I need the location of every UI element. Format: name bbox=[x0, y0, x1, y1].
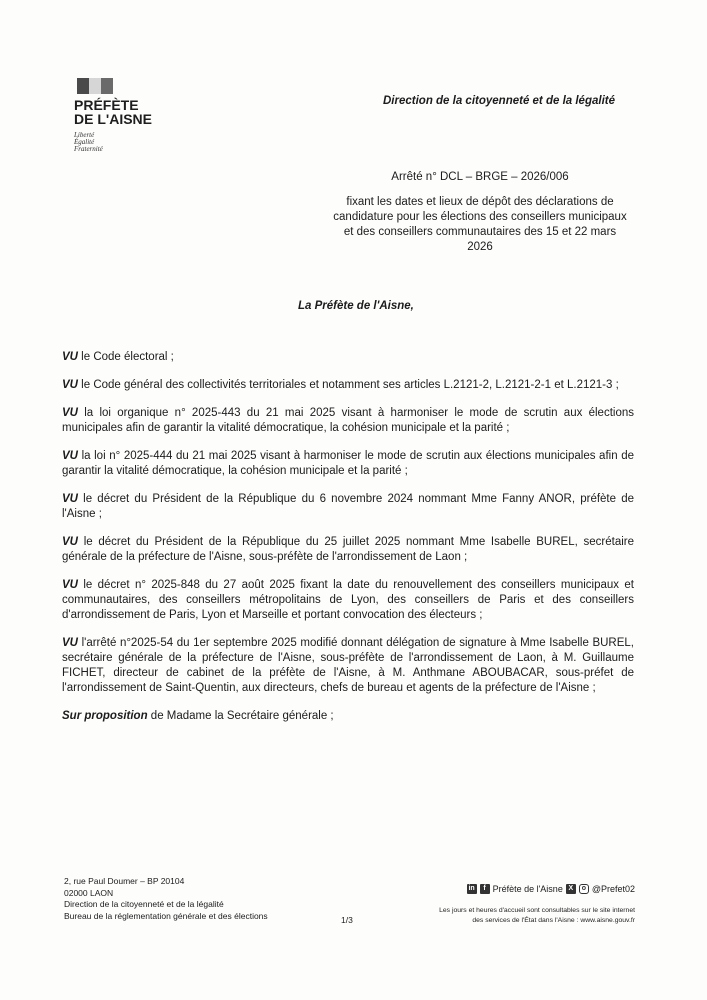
consideration-text: la loi organique n° 2025-443 du 21 mai 2025 visant à harmoniser le mode de scrutin aux élections municipales afin de garantir la vitalité démocratique, la cohésion municipale et la parité ; bbox=[62, 407, 634, 434]
page-number: 1/3 bbox=[341, 915, 353, 925]
linkedin-icon: in bbox=[468, 885, 475, 892]
consideration-text: de Madame la Secrétaire générale ; bbox=[147, 710, 334, 722]
address-line: 2, rue Paul Doumer – BP 20104 bbox=[64, 876, 185, 886]
consideration-lead: VU bbox=[62, 351, 78, 363]
social-links bbox=[467, 884, 635, 894]
consideration-item bbox=[62, 406, 634, 436]
consideration-item bbox=[62, 709, 634, 724]
instagram-icon: o bbox=[579, 884, 589, 894]
consideration-lead: VU bbox=[62, 379, 78, 391]
consideration-text: le Code général des collectivités territoriales et notamment ses articles L.2121-2, L.2121-2-1 et L.2121-3 ; bbox=[77, 379, 619, 391]
logo-line-1: PRÉFÈTE bbox=[74, 97, 139, 113]
hours-line: Les jours et heures d'accueil sont consultables sur le site internet bbox=[439, 907, 635, 914]
motto-liberte: Liberté bbox=[74, 131, 95, 139]
consideration-lead: VU bbox=[62, 536, 78, 548]
motto-egalite: Égalité bbox=[74, 138, 95, 146]
footer-hours-note bbox=[385, 906, 635, 926]
consideration-text: le Code électoral ; bbox=[77, 351, 174, 363]
consideration-text: le décret du Président de la République du 25 juillet 2025 nommant Mme Isabelle BUREL, secrétaire générale de la préfecture de l'Aisne, sous-préfète de l'arrondissement de Laon ; bbox=[62, 536, 634, 563]
x-icon: X bbox=[566, 884, 576, 894]
consideration-item bbox=[62, 492, 634, 522]
social-name: Préfète de l'Aisne bbox=[492, 884, 563, 894]
consideration-lead: Sur proposition bbox=[62, 710, 148, 722]
consideration-lead: VU bbox=[62, 637, 78, 649]
consideration-lead: VU bbox=[62, 407, 78, 419]
consideration-text: le décret n° 2025-848 du 27 août 2025 fixant la date du renouvellement des conseillers municipaux et communautaires, des conseillers métropolitains de Lyon, des conseillers de Paris et des conseillers d'arrondissement de Paris, Lyon et Marseille et portant convocation des électeurs ; bbox=[62, 579, 634, 621]
consideration-lead: VU bbox=[62, 493, 78, 505]
consideration-item bbox=[62, 535, 634, 565]
consideration-lead: VU bbox=[62, 450, 78, 462]
consideration-text: la loi n° 2025-444 du 21 mai 2025 visant à harmoniser le mode de scrutin aux élections municipales afin de garantir la vitalité démocratique, la cohésion municipale et la parité ; bbox=[62, 450, 634, 477]
facebook-icon: f bbox=[480, 884, 490, 894]
footer-address bbox=[64, 876, 268, 922]
consideration-text: le décret du Président de la République du 6 novembre 2024 nommant Mme Fanny ANOR, préfète de l'Aisne ; bbox=[62, 493, 634, 520]
motto bbox=[74, 132, 184, 153]
motto-fraternite: Fraternité bbox=[74, 145, 103, 153]
address-line: Bureau de la réglementation générale et des élections bbox=[64, 910, 268, 921]
prefecture-logo bbox=[74, 78, 184, 153]
social-handle: @Prefet02 bbox=[591, 884, 635, 894]
logo-line-2: DE L'AISNE bbox=[74, 111, 153, 127]
hours-line: des services de l'État dans l'Aisne : www.aisne.gouv.fr bbox=[472, 917, 635, 924]
arrete-number: Arrêté n° DCL – BRGE – 2026/006 bbox=[391, 171, 569, 183]
consideration-lead: VU bbox=[62, 579, 78, 591]
consideration-item bbox=[62, 350, 634, 365]
address-line: 02000 LAON bbox=[64, 887, 114, 898]
consideration-item bbox=[62, 578, 634, 623]
considerations-list bbox=[62, 350, 634, 737]
consideration-item bbox=[62, 378, 634, 393]
consideration-text: l'arrêté n°2025-54 du 1er septembre 2025 modifié donnant délégation de signature à Mme Isabelle BUREL, secrétaire générale de la préfecture de l'Aisne, sous-préfète de l'arrondissement de Laon, à M. Guillaume FICHET, directeur de cabinet de la préfète de l'Aisne, à M. Anthmane ABOUBACAR, sous-préfet de l'arrondissement de Saint-Quentin, aux directeurs, chefs de bureau et agents de la préfecture de l'Aisne ; bbox=[62, 637, 634, 694]
authority-heading: La Préfète de l'Aisne, bbox=[298, 300, 414, 312]
direction-header: Direction de la citoyenneté et de la légalité bbox=[383, 95, 615, 107]
marianne-flag-icon bbox=[77, 78, 113, 94]
consideration-item bbox=[62, 636, 634, 696]
consideration-item bbox=[62, 449, 634, 479]
arrete-title: fixant les dates et lieux de dépôt des déclarations de candidature pour les élections des conseillers municipaux et des conseillers communautaires des 15 et 22 mars 2026 bbox=[333, 196, 627, 253]
address-line: Direction de la citoyenneté et de la légalité bbox=[64, 899, 224, 909]
